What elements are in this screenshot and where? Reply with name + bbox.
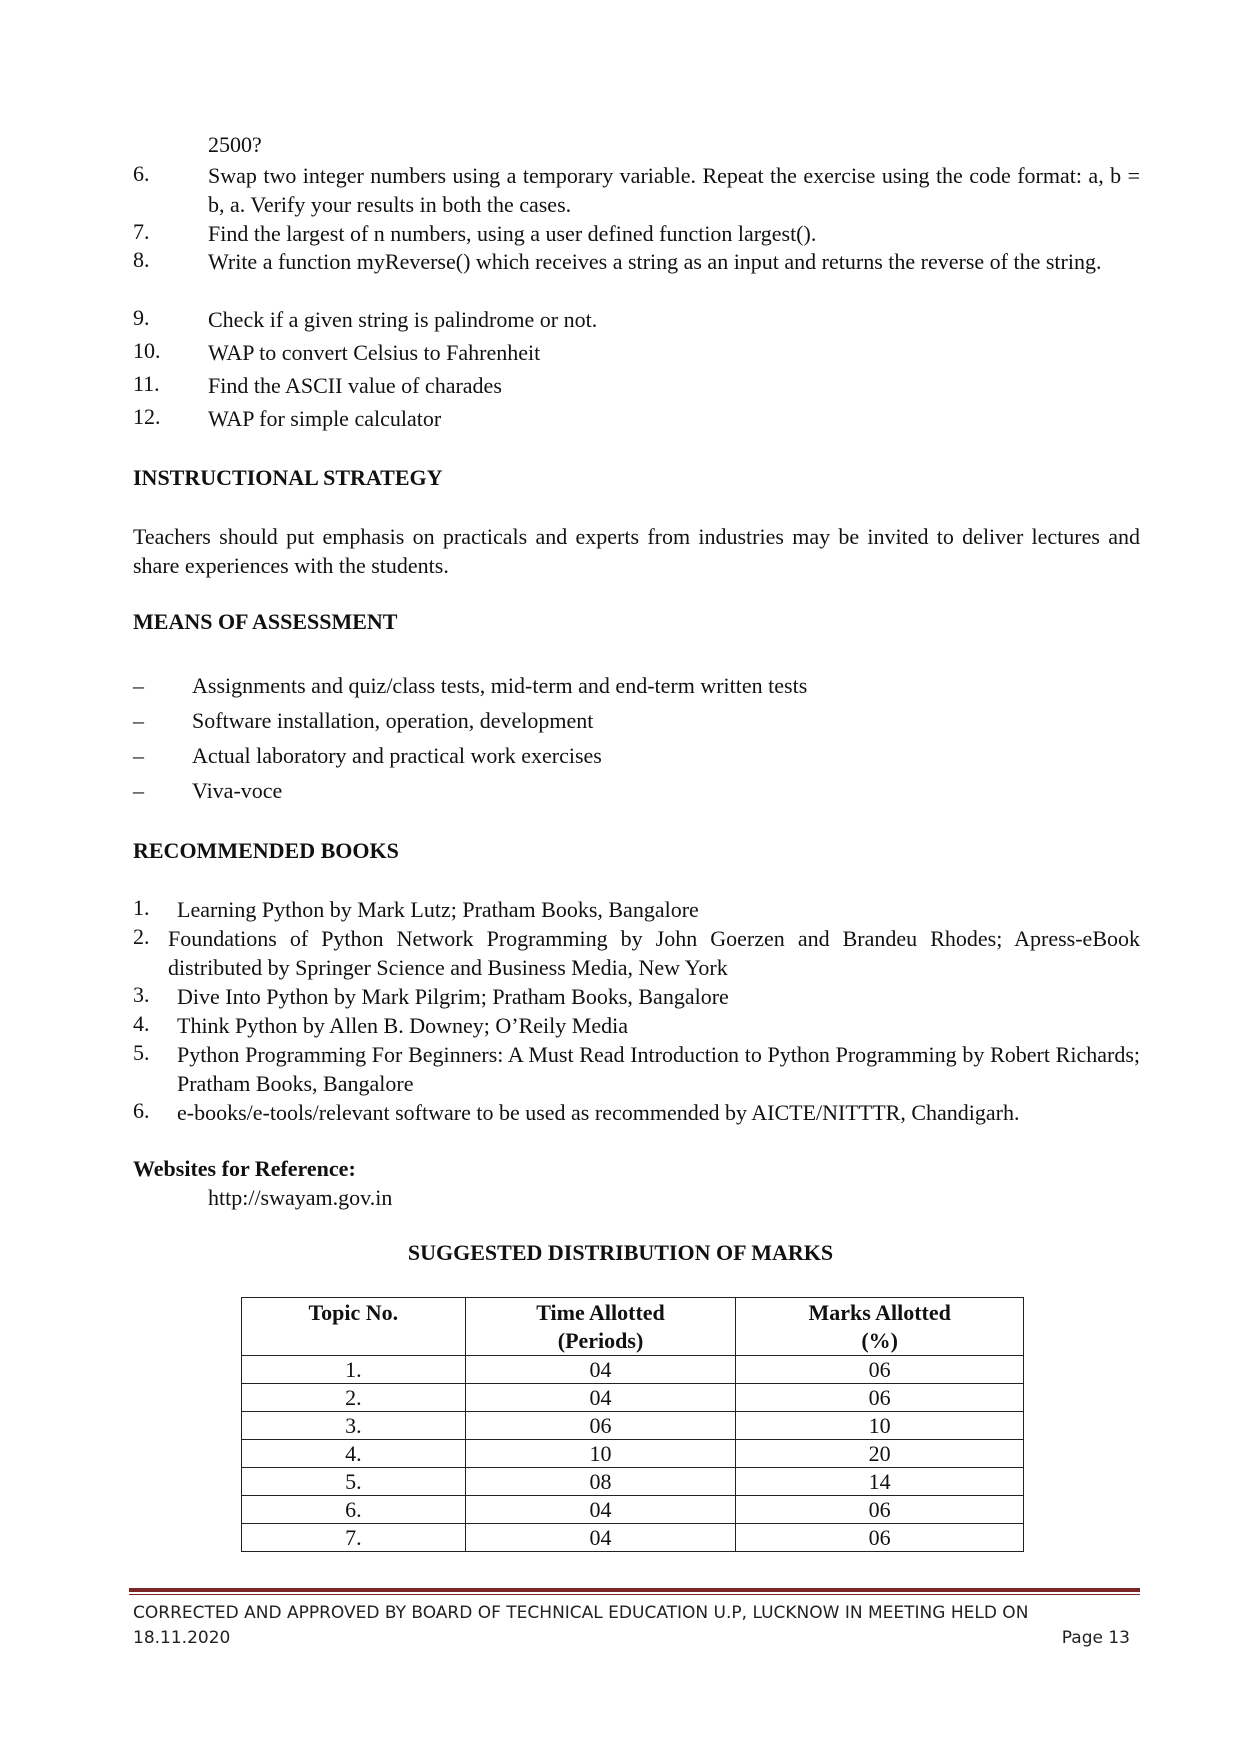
col-header-topic (242, 1298, 466, 1356)
bullet-dash: – (133, 708, 144, 733)
book-number: 4. (133, 1011, 150, 1036)
recommended-books-heading: RECOMMENDED BOOKS (133, 838, 399, 863)
table-row (242, 1524, 1024, 1552)
footer-rule-thin (129, 1594, 1140, 1595)
book-entry: Dive Into Python by Mark Pilgrim; Pratham Books, Bangalore (177, 984, 729, 1009)
exercise-number: 11. (133, 371, 160, 396)
exercise-text: WAP for simple calculator (208, 406, 442, 431)
website-link[interactable]: http://swayam.gov.in (208, 1185, 393, 1210)
bullet-dash: – (133, 673, 144, 698)
book-number: 3. (133, 982, 150, 1007)
topic-cell: 5. (242, 1468, 466, 1496)
marks-cell: 06 (736, 1384, 1024, 1412)
instructional-strategy-heading: INSTRUCTIONAL STRATEGY (133, 465, 443, 490)
marks-cell: 20 (736, 1440, 1024, 1468)
time-cell: 04 (465, 1524, 736, 1552)
marks-cell: 14 (736, 1468, 1024, 1496)
time-cell: 10 (465, 1440, 736, 1468)
time-cell: 06 (465, 1412, 736, 1440)
footer-page-number: Page 13 (1061, 1628, 1130, 1648)
topic-cell: 2. (242, 1384, 466, 1412)
bullet-dash: – (133, 743, 144, 768)
footer-rule-thick (129, 1588, 1140, 1592)
exercise-number: 6. (133, 161, 150, 186)
book-number: 5. (133, 1040, 150, 1065)
marks-distribution-title: SUGGESTED DISTRIBUTION OF MARKS (407, 1240, 834, 1265)
table-row (242, 1496, 1024, 1524)
table-row (242, 1356, 1024, 1384)
exercise-number: 10. (133, 338, 161, 363)
marks-cell: 06 (736, 1496, 1024, 1524)
exercise-number: 7. (133, 219, 150, 244)
table-header-row (242, 1298, 1024, 1356)
topic-cell: 7. (242, 1524, 466, 1552)
exercise-text: Find the largest of n numbers, using a user defined function largest(). (208, 221, 817, 246)
instructional-strategy-text: Teachers should put emphasis on practicals and experts from industries may be invited to deliver lectures and share experiences with the students. (133, 524, 1140, 578)
assessment-item: Actual laboratory and practical work exercises (192, 743, 602, 768)
footer-date: 18.11.2020 (133, 1628, 231, 1648)
book-number: 2. (133, 924, 150, 949)
book-entry: Think Python by Allen B. Downey; O’Reily Media (177, 1013, 628, 1038)
time-cell: 04 (465, 1356, 736, 1384)
header-line: (Periods) (557, 1328, 644, 1353)
header-line: Marks Allotted (808, 1300, 951, 1325)
assessment-item: Assignments and quiz/class tests, mid-term and end-term written tests (192, 673, 808, 698)
table-row (242, 1468, 1024, 1496)
assessment-item: Software installation, operation, development (192, 708, 594, 733)
footer-approval-text: CORRECTED AND APPROVED BY BOARD OF TECHNICAL EDUCATION U.P, LUCKNOW IN MEETING HELD ON (133, 1603, 1029, 1623)
exercise-number: 12. (133, 404, 161, 429)
exercise-text: Swap two integer numbers using a temporary variable. Repeat the exercise using the code format: a, b = b, a. Verify your results in both the cases. (208, 163, 1140, 217)
col-header-time (465, 1298, 736, 1356)
book-entry: e-books/e-tools/relevant software to be used as recommended by AICTE/NITTTR, Chandigarh. (177, 1100, 1020, 1125)
continuation-text: 2500? (208, 132, 262, 157)
marks-cell: 06 (736, 1524, 1024, 1552)
assessment-heading: MEANS OF ASSESSMENT (133, 609, 398, 634)
exercise-text: Find the ASCII value of charades (208, 373, 502, 398)
websites-heading: Websites for Reference: (133, 1156, 356, 1181)
exercise-number: 8. (133, 247, 150, 272)
time-cell: 08 (465, 1468, 736, 1496)
exercise-number: 9. (133, 305, 150, 330)
book-entry: Learning Python by Mark Lutz; Pratham Books, Bangalore (177, 897, 699, 922)
time-cell: 04 (465, 1384, 736, 1412)
header-line: Topic No. (308, 1300, 399, 1325)
topic-cell: 1. (242, 1356, 466, 1384)
exercise-text: Check if a given string is palindrome or not. (208, 307, 598, 332)
book-number: 6. (133, 1098, 150, 1123)
table-row (242, 1440, 1024, 1468)
topic-cell: 6. (242, 1496, 466, 1524)
col-header-marks (736, 1298, 1024, 1356)
topic-cell: 4. (242, 1440, 466, 1468)
table-row (242, 1412, 1024, 1440)
topic-cell: 3. (242, 1412, 466, 1440)
book-entry: Foundations of Python Network Programming by John Goerzen and Brandeu Rhodes; Apress-eBook distributed by Springer Science and Business Media, New York (168, 926, 1140, 980)
header-line: Time Allotted (536, 1300, 665, 1325)
exercise-text: Write a function myReverse() which receives a string as an input and returns the reverse of the string. (208, 249, 1102, 274)
table-row (242, 1384, 1024, 1412)
marks-cell: 06 (736, 1356, 1024, 1384)
exercise-text: WAP to convert Celsius to Fahrenheit (208, 340, 541, 365)
marks-cell: 10 (736, 1412, 1024, 1440)
book-number: 1. (133, 895, 150, 920)
time-cell: 04 (465, 1496, 736, 1524)
marks-table (241, 1297, 1024, 1552)
book-entry: Python Programming For Beginners: A Must Read Introduction to Python Programming by Robert Richards; Pratham Books, Bangalore (177, 1042, 1140, 1096)
assessment-item: Viva-voce (192, 778, 283, 803)
header-line: (%) (861, 1328, 898, 1353)
bullet-dash: – (133, 778, 144, 803)
